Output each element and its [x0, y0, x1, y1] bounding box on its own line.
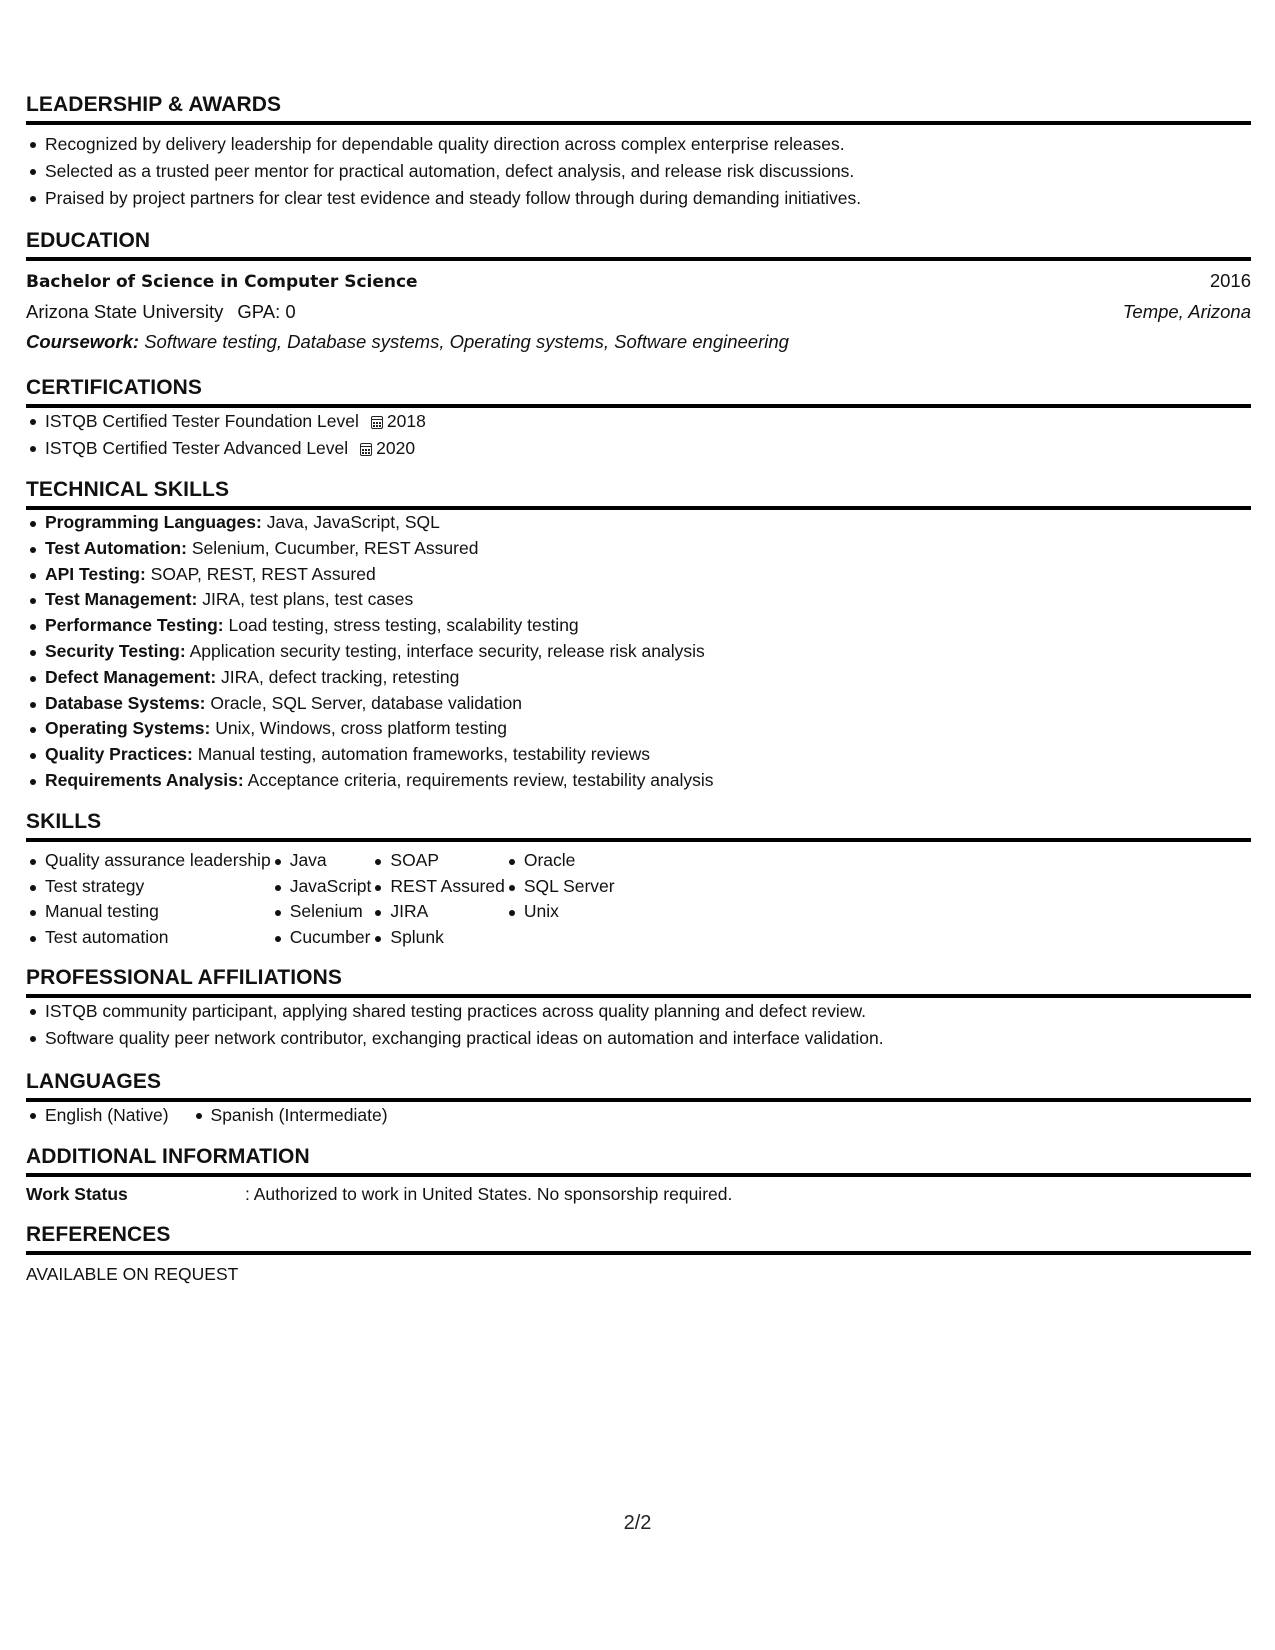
technical-skills-heading: TECHNICAL SKILLS [26, 477, 1251, 510]
coursework-label: Coursework: [26, 331, 140, 352]
additional-info-heading: ADDITIONAL INFORMATION [26, 1144, 1251, 1177]
list-item: Unix [505, 899, 615, 925]
references-heading: REFERENCES [26, 1222, 1251, 1255]
list-item: Java [271, 848, 372, 874]
list-item [26, 435, 1251, 462]
list-item [26, 768, 1251, 794]
list-item [26, 587, 1251, 613]
certification-name: ISTQB Certified Tester Foundation Level [45, 411, 359, 431]
education-heading: EDUCATION [26, 228, 1251, 261]
degree: Bachelor of Science in Computer Science [26, 272, 418, 292]
school-name: Arizona State University [26, 301, 224, 322]
skill-category: Defect Management: [45, 666, 217, 687]
list-item: REST Assured [371, 874, 504, 900]
school-location: Tempe, Arizona [1122, 301, 1251, 322]
gpa: GPA: 0 [237, 301, 296, 322]
calendar-icon [360, 443, 372, 456]
work-status-label: Work Status [26, 1183, 128, 1204]
skill-values: Oracle, SQL Server, database validation [210, 692, 522, 713]
work-status-row [26, 1181, 1251, 1207]
skills-column [505, 848, 615, 951]
skills-grid [26, 848, 1251, 951]
technical-skills-section [26, 477, 1251, 794]
certification-year: 2018 [386, 411, 426, 431]
list-item: English (Native) [26, 1102, 169, 1129]
list-item: Quality assurance leadership [26, 848, 271, 874]
skill-category: Operating Systems: [45, 718, 211, 739]
skills-column [26, 848, 271, 951]
list-item [26, 510, 1251, 536]
resume-page [26, 92, 1251, 1287]
skill-values: Load testing, stress testing, scalability testing [228, 615, 579, 636]
skill-values: JIRA, defect tracking, retesting [221, 666, 460, 687]
languages-heading: LANGUAGES [26, 1069, 1251, 1102]
skill-category: Requirements Analysis: [45, 769, 244, 790]
certifications-section [26, 375, 1251, 462]
leadership-heading: LEADERSHIP & AWARDS [26, 92, 1251, 125]
list-item: Selenium [271, 899, 372, 925]
list-item [26, 742, 1251, 768]
affiliations-section [26, 965, 1251, 1052]
page-number: 2/2 [623, 1512, 652, 1534]
technical-skills-list [26, 510, 1251, 794]
education-entry [26, 266, 1251, 357]
coursework [26, 327, 1251, 357]
list-item: Test automation [26, 925, 271, 951]
list-item: SQL Server [505, 874, 615, 900]
skills-column [271, 848, 372, 951]
certification-name: ISTQB Certified Tester Advanced Level [45, 438, 349, 458]
skill-values: JIRA, test plans, test cases [202, 589, 414, 610]
certification-year: 2020 [376, 438, 416, 458]
skill-category: Quality Practices: [45, 744, 193, 765]
list-item: Praised by project partners for clear test evidence and steady follow through during demanding initiatives. [26, 185, 1251, 212]
skill-category: Database Systems: [45, 692, 206, 713]
list-item: JavaScript [271, 874, 372, 900]
languages-list [26, 1102, 1251, 1129]
skill-category: API Testing: [45, 563, 146, 584]
affiliations-list [26, 998, 1251, 1052]
coursework-value: Software testing, Database systems, Operating systems, Software engineering [144, 331, 789, 352]
skill-category: Performance Testing: [45, 615, 224, 636]
skill-values: Unix, Windows, cross platform testing [215, 718, 507, 739]
references-section [26, 1222, 1251, 1287]
calendar-icon [371, 416, 383, 429]
certifications-heading: CERTIFICATIONS [26, 375, 1251, 408]
skill-category: Test Management: [45, 589, 198, 610]
list-item [26, 665, 1251, 691]
affiliations-heading: PROFESSIONAL AFFILIATIONS [26, 965, 1251, 998]
languages-section [26, 1069, 1251, 1129]
list-item: Manual testing [26, 899, 271, 925]
skill-category: Security Testing: [45, 640, 186, 661]
list-item [26, 408, 1251, 435]
list-item: Recognized by delivery leadership for dependable quality direction across complex enterprise releases. [26, 131, 1251, 158]
skill-category: Test Automation: [45, 537, 187, 558]
list-item [26, 613, 1251, 639]
skill-values: Selenium, Cucumber, REST Assured [191, 537, 479, 558]
skill-values: Application security testing, interface security, release risk analysis [189, 640, 705, 661]
list-item: Spanish (Intermediate) [192, 1102, 388, 1129]
leadership-section [26, 92, 1251, 212]
skills-heading: SKILLS [26, 809, 1251, 842]
skill-category: Programming Languages: [45, 512, 262, 532]
list-item: ISTQB community participant, applying shared testing practices across quality planning and defect review. [26, 998, 1251, 1025]
references-text: AVAILABLE ON REQUEST [26, 1263, 239, 1284]
skills-section [26, 809, 1251, 951]
list-item: Selected as a trusted peer mentor for practical automation, defect analysis, and release risk discussions. [26, 158, 1251, 185]
list-item: Test strategy [26, 874, 271, 900]
list-item: SOAP [371, 848, 504, 874]
skill-values: SOAP, REST, REST Assured [150, 563, 376, 584]
list-item [26, 716, 1251, 742]
additional-info-section [26, 1144, 1251, 1207]
list-item [26, 639, 1251, 665]
leadership-list [26, 131, 1251, 212]
skill-values: Java, JavaScript, SQL [266, 512, 440, 532]
list-item: Splunk [371, 925, 504, 951]
skills-column [371, 848, 504, 951]
education-section [26, 228, 1251, 357]
list-item [26, 691, 1251, 717]
certifications-list [26, 408, 1251, 462]
skill-values: Manual testing, automation frameworks, testability reviews [197, 744, 651, 765]
list-item [26, 536, 1251, 562]
list-item [26, 562, 1251, 588]
list-item: Software quality peer network contributor, exchanging practical ideas on automation and interface validation. [26, 1025, 1251, 1052]
skill-values: Acceptance criteria, requirements review, testability analysis [247, 769, 714, 790]
work-status-value: : Authorized to work in United States. No sponsorship required. [245, 1183, 733, 1204]
graduation-year: 2016 [1209, 270, 1251, 291]
list-item: Oracle [505, 848, 615, 874]
list-item: JIRA [371, 899, 504, 925]
list-item: Cucumber [271, 925, 372, 951]
